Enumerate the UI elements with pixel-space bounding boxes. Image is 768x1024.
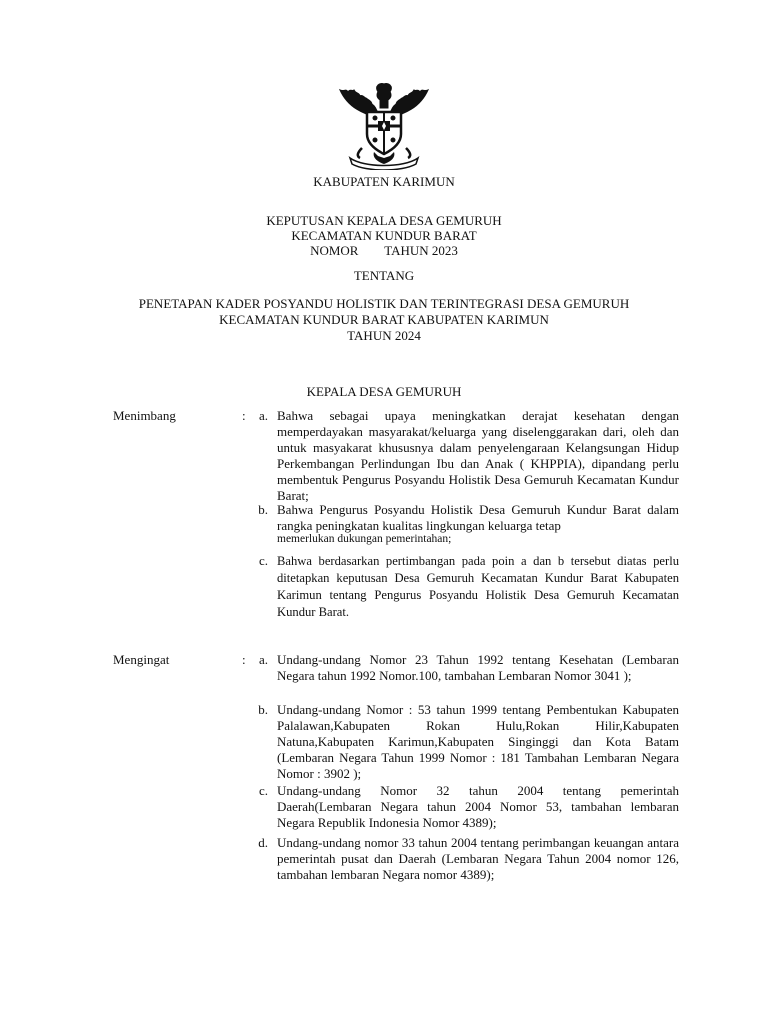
menimbang-item-c: Bahwa berdasarkan pertimbangan pada poin a dan b tersebut diatas perlu ditetapkan keputusan Desa Gemuruh Kecamatan Kundur Barat Kabupaten Karimun tentang Pengurus Posyandu Holistik Desa Gemuruh Kecamatan Kundur Barat. (277, 554, 679, 619)
menimbang-colon: : (242, 408, 246, 423)
mengingat-mark-b: b. (258, 702, 268, 717)
menimbang-label: Menimbang (113, 408, 176, 423)
number-line: NOMOR TAHUN 2023 (310, 243, 458, 258)
district-line: KECAMATAN KUNDUR BARAT (291, 228, 477, 243)
mengingat-mark-a: a. (258, 652, 268, 667)
mengingat-item-c: Undang-undang Nomor 32 tahun 2004 tentang pemerintah Daerah(Lembaran Negara tahun 2004 Nomor 53, tambahan lembaran Negara Republik Indonesia Nomor 4389); (277, 783, 679, 830)
mengingat-mark-c: c. (258, 783, 268, 798)
decree-title: KEPUTUSAN KEPALA DESA GEMURUH (266, 213, 502, 228)
menimbang-mark-c: c. (258, 553, 268, 568)
about-heading: TENTANG (353, 268, 415, 283)
mengingat-item-a: Undang-undang Nomor 23 Tahun 1992 tentang Kesehatan (Lembaran Negara tahun 1992 Nomor.100, tambahan Lembaran Nomor 3041 ); (277, 652, 679, 683)
regency-heading: KABUPATEN KARIMUN (313, 174, 455, 189)
mengingat-colon: : (242, 652, 246, 667)
issuer-heading: KEPALA DESA GEMURUH (306, 384, 462, 399)
menimbang-mark-b: b. (258, 502, 268, 517)
menimbang-mark-a: a. (258, 408, 268, 423)
mengingat-item-d: Undang-undang nomor 33 tahun 2004 tentang perimbangan keuangan antara pemerintah pusat dan Daerah (Lembaran Negara Tahun 2004 nomor 126, tambahan lembaran Negara nomor 4389); (277, 835, 679, 882)
mengingat-mark-d: d. (258, 835, 268, 850)
menimbang-item-b: Bahwa Pengurus Posyandu Holistik Desa Gemuruh Kundur Barat dalam rangka peningkatan kualitas lingkungan keluarga tetap (277, 502, 679, 533)
subject-line-1: PENETAPAN KADER POSYANDU HOLISTIK DAN TERINTEGRASI DESA GEMURUH (138, 296, 630, 311)
mengingat-label: Mengingat (113, 652, 170, 667)
subject-year: TAHUN 2024 (347, 328, 421, 343)
menimbang-item-b-continuation: memerlukan dukungan pemerintahan; (277, 533, 452, 545)
mengingat-item-b: Undang-undang Nomor : 53 tahun 1999 tentang Pembentukan Kabupaten Palalawan,Kabupaten Rokan Hulu,Rokan Hilir,Kabupaten Natuna,Kabupaten Karimun,Kabupaten Singinggi dan Kota Batam (Lembaran Negara Tahun 1999 Nomor : 181 Tambahan Lembaran Negara Nomor : 3902 ); (277, 702, 679, 781)
garuda-emblem-icon (334, 78, 434, 170)
subject-line-2: KECAMATAN KUNDUR BARAT KABUPATEN KARIMUN (219, 312, 549, 327)
menimbang-item-a: Bahwa sebagai upaya meningkatkan derajat kesehatan dengan memperdayakan masyarakat/keluarga yang diselenggarakan dari, oleh dan untuk masyakarat khususnya dalam penyelengaraan Kelangsungan Hidup Perkembangan Perlindungan Ibu dan Anak ( KHPPIA), dipandang perlu membentuk Pengurus Posyandu Holistik Desa Gemuruh Kecamatan Kundur Barat; (277, 408, 679, 503)
